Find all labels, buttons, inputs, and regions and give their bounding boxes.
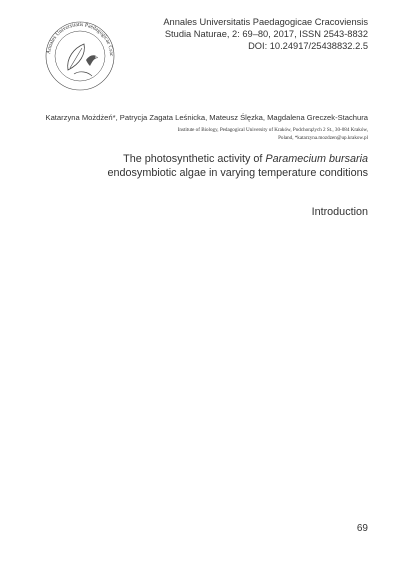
affiliation bbox=[168, 127, 368, 143]
article-title bbox=[58, 152, 368, 180]
journal-doi: DOI: 10.24917/25438832.2.5 bbox=[248, 41, 368, 52]
journal-citation: Studia Naturae, 2: 69–80, 2017, ISSN 2543-8832 bbox=[164, 29, 368, 40]
title-species: Paramecium bursaria bbox=[265, 153, 368, 165]
page-number: 69 bbox=[356, 523, 368, 534]
journal-seal-logo bbox=[30, 8, 130, 92]
affiliation-line-1: Institute of Biology, Pedagogical University of Kraków, Podchorążych 2 St., 30-084 Kraków, bbox=[177, 127, 368, 133]
title-suffix: endosymbiotic algae in varying temperature conditions bbox=[107, 167, 368, 180]
section-heading: Introduction bbox=[311, 206, 368, 218]
university-seal-icon bbox=[30, 8, 130, 92]
title-prefix: The photosynthetic activity of bbox=[123, 153, 266, 165]
author-list: Katarzyna Możdżeń*, Patrycja Zagata Leśnicka, Mateusz Ślęzka, Magdalena Greczek-Stachura bbox=[45, 113, 368, 122]
seal-ring-text: Annales Universitatis Paedagogicae Crac bbox=[46, 21, 115, 57]
journal-header bbox=[163, 16, 368, 53]
journal-name: Annales Universitatis Paedagogicae Cracoviensis bbox=[163, 17, 368, 27]
affiliation-line-2: Poland, *katarzyna.mozdzen@up.krakow.pl bbox=[278, 134, 368, 141]
